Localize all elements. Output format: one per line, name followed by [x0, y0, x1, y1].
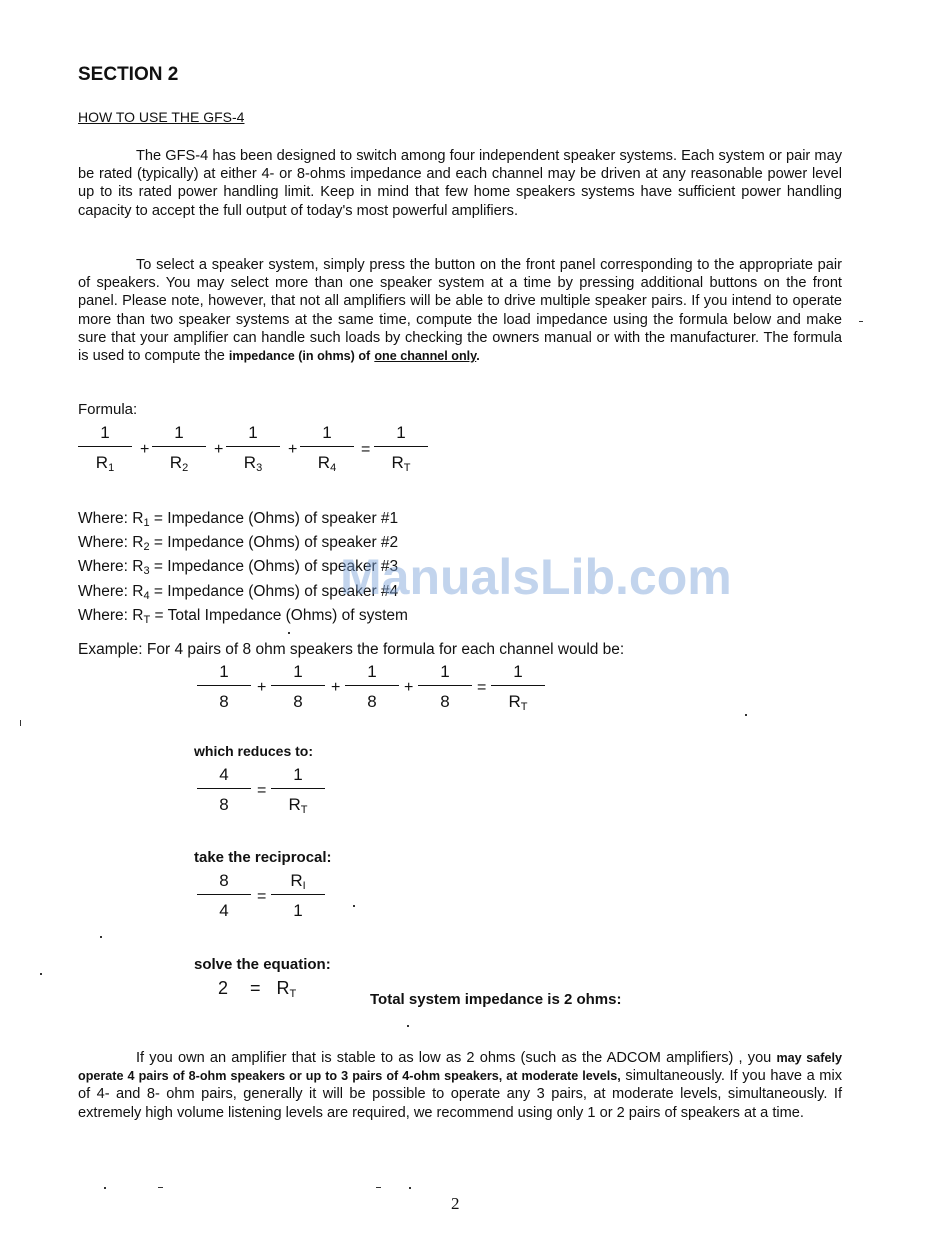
selection-tail: impedance (in ohms) of — [228, 349, 371, 364]
example-label: Example: For 4 pairs of 8 ohm speakers the formula for each channel would be: — [78, 641, 625, 658]
selection-paragraph: To select a speaker system, simply press the button on the front panel corresponding to the appropriate pair of speakers. You may select more than one speaker system at a time by pressing additional buttons on the front panel. Please note, however, that not all amplifiers will be able to drive multiple speaker pairs. If you intend to operate more than two speaker systems at the same time, compute the load impedance using the formula below and make sure that your amplifier can handle such loads by checking the owners manual or with the manufacturer. The formula is used to compute the impedance (in ohms) of one channel only. — [78, 257, 842, 365]
plus-sign: + — [288, 441, 298, 458]
page-number: 2 — [451, 1194, 460, 1213]
where-line-3: Where: $R_3$ = Impedance (Ohms) of speaker #3 — [78, 558, 399, 578]
formula-den-1: R — [95, 453, 109, 472]
closing-line-1: If you own an amplifier that is stable to as low as 2 ohms (such as the ADCOM amplifiers) , you — [136, 1050, 772, 1066]
watermark-logo: ManualsLib.com — [340, 549, 732, 605]
section-subtitle: HOW TO USE THE GFS-4 — [78, 109, 245, 125]
example-term-4: 1 8 — [418, 661, 472, 714]
intro-text: The GFS-4 has been designed to switch among four independent speaker systems. Each system or pair may be rated (typically) at either 4- or 8-ohms impedance and each channel may be driven at any reasonable power level up to its rated power handling limit. Keep in mind that few home speakers systems have sufficient power handling capacity to accept the full output of today's most powerful amplifiers. — [78, 148, 842, 219]
closing-rest: simultaneously. If you have a mix of 4- and 8- ohm pairs, generally it will be possible to operate any 3 pairs, at moderate levels, simultaneously. If extremely high volume listening levels are required, we recommend using only 1 or 2 pairs of speakers at a time. — [78, 1068, 842, 1121]
one-channel-only: one channel only — [374, 349, 477, 364]
reciprocal-label: take the reciprocal: — [194, 849, 332, 866]
closing-line-2: may safely operate 4 pairs of 8-ohm speakers or up to 3 pairs of 4-ohm speakers, at moderate levels, — [78, 1051, 842, 1084]
example-term-3: 1 8 — [345, 661, 399, 714]
example-term-1: 1 8 — [197, 661, 251, 714]
section-title: SECTION 2 — [78, 64, 179, 85]
formula-term-4: 1 $R_4$ — [300, 422, 354, 475]
formula-label: Formula: — [78, 401, 138, 418]
where-line-4: Where: $R_4$ = Impedance (Ohms) of speaker #4 — [78, 582, 399, 602]
reciprocal-right: $R_I$ 1 — [271, 870, 325, 923]
formula-term-3: 1 $R_3$ — [226, 422, 280, 475]
formula-term-1: 1 $R_1$ — [78, 422, 132, 475]
closing-paragraph — [78, 1049, 842, 1122]
plus-sign: + — [257, 679, 267, 696]
plus-sign: + — [140, 441, 150, 458]
reduces-right: 1 $R_T$ — [271, 764, 325, 817]
equals-sign: = — [477, 679, 487, 696]
solve-equation: $2 = R_T$ — [218, 978, 297, 1000]
selection-text: To select a speaker system, simply press the button on the front panel corresponding to the appropriate pair of speakers. You may select more than one speaker system at a time by pressing additional buttons on the front panel. Please note, however, that not all amplifiers will be able to drive multiple speaker pairs. If you intend to operate more than two speaker systems at the same time, compute the load impedance using the formula below and make sure that your amplifier can handle such loads by checking the owners manual or with the manufacturer. The formula is used to compute the — [78, 257, 842, 365]
where-line-2: Where: $R_2$ = Impedance (Ohms) of speaker #2 — [78, 534, 399, 554]
where-line-1: Where: $R_1$ = Impedance (Ohms) of speaker #1 — [78, 510, 399, 529]
formula-num-1: 1 — [100, 423, 110, 442]
solve-label: solve the equation: — [194, 956, 331, 973]
total-impedance: Total system impedance is 2 ohms: — [370, 991, 622, 1008]
formula-result: 1 $R_T$ — [374, 422, 428, 475]
reciprocal-left: 8 4 — [197, 870, 251, 923]
equals-sign: = — [257, 888, 267, 905]
formula-term-2: 1 $R_2$ — [152, 422, 206, 475]
equals-sign: = — [361, 441, 371, 458]
reduces-label: which reduces to: — [194, 743, 314, 759]
plus-sign: + — [331, 679, 341, 696]
where-line-5: Where: $R_T$ = Total Impedance (Ohms) of system — [78, 606, 408, 626]
reduces-left: 4 8 — [197, 764, 251, 817]
plus-sign: + — [404, 679, 414, 696]
intro-paragraph — [78, 147, 842, 220]
example-result: 1 $R_T$ — [491, 661, 545, 714]
example-term-2: 1 8 — [271, 661, 325, 714]
equals-sign: = — [257, 782, 267, 799]
plus-sign: + — [214, 441, 224, 458]
